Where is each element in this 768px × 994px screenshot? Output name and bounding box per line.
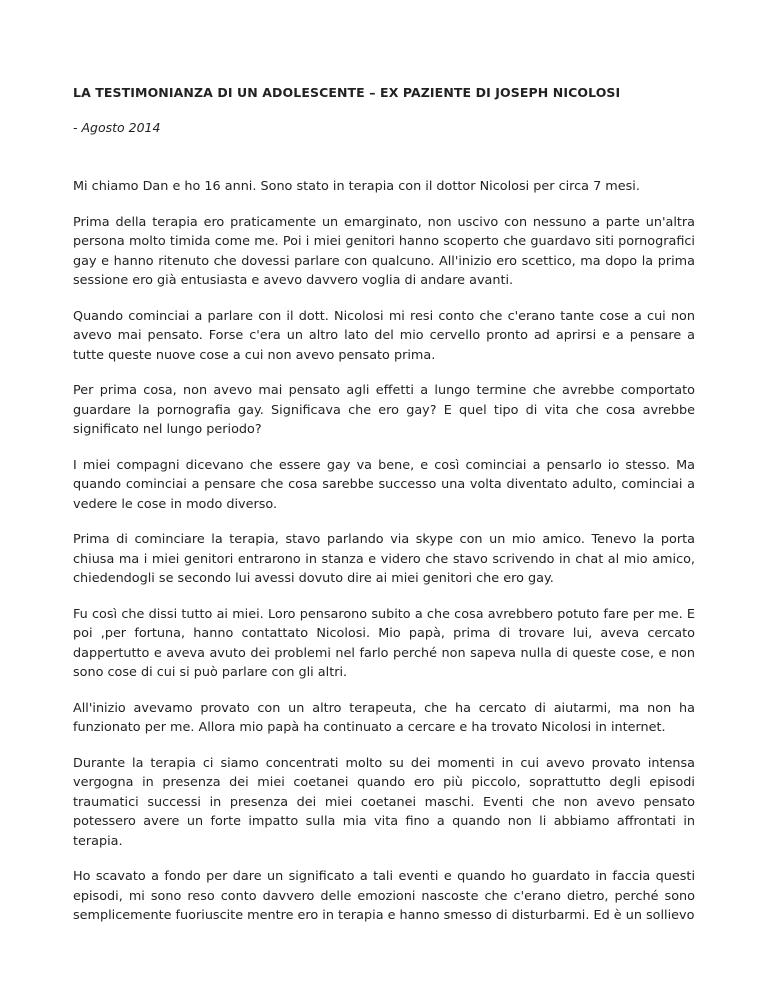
paragraph: Per prima cosa, non avevo mai pensato agli effetti a lungo termine che avrebbe comportato guardare la pornografia gay. Significava che ero gay? E quel tipo di vita che cosa avrebbe significato nel lungo periodo? xyxy=(73,383,695,437)
paragraph: Quando cominciai a parlare con il dott. Nicolosi mi resi conto che c'erano tante cose a cui non avevo mai pensato. Forse c'era un altro lato del mio cervello pronto ad aprirsi e a pensare a tutte queste nuove cose a cui non avevo pensato prima. xyxy=(73,308,695,363)
document-title: LA TESTIMONIANZA DI UN ADOLESCENTE – EX PAZIENTE DI JOSEPH NICOLOSI xyxy=(73,85,621,100)
paragraph: Fu così che dissi tutto ai miei. Loro pensarono subito a che cosa avrebbero potuto fare per me. E poi ,per fortuna, hanno contattato Nicolosi. Mio papà, prima di trovare lui, aveva cercato dappertutto e aveva avuto dei problemi nel farlo perché non sapeva nulla di queste cose, e non sono cose di cui si può parlare con gli altri. xyxy=(73,606,695,680)
paragraph: Mi chiamo Dan e ho 16 anni. Sono stato in terapia con il dottor Nicolosi per circa 7 mesi. xyxy=(73,179,640,194)
paragraph: All'inizio avevamo provato con un altro terapeuta, che ha cercato di aiutarmi, ma non ha funzionato per me. Allora mio papà ha continuato a cercare e ha trovato Nicolosi in internet. xyxy=(73,700,695,735)
paragraph: I miei compagni dicevano che essere gay va bene, e così cominciai a pensarlo io stesso. Ma quando cominciai a pensare che cosa sarebbe successo una volta diventato adulto, cominciai a vedere le cose in modo diverso. xyxy=(73,457,695,512)
document-date: - Agosto 2014 xyxy=(73,120,161,135)
paragraph: Ho scavato a fondo per dare un significato a tali eventi e quando ho guardato in faccia questi episodi, mi sono reso conto davvero delle emozioni nascoste che c'erano dietro, perché sono semplicemente fuoriuscite mentre ero in terapia e hanno smesso di disturbarmi. Ed è un sollievo xyxy=(73,869,695,923)
document-body xyxy=(73,177,695,942)
paragraph: Prima di cominciare la terapia, stavo parlando via skype con un mio amico. Tenevo la porta chiusa ma i miei genitori entrarono in stanza e videro che stavo scrivendo in chat al mio amico, chiedendogli se secondo lui avessi dovuto dire ai miei genitori che ero gay. xyxy=(73,532,695,586)
paragraph: Durante la terapia ci siamo concentrati molto su dei momenti in cui avevo provato intensa vergogna in presenza dei miei coetanei quando ero più piccolo, soprattutto degli episodi traumatici successi in presenza dei miei coetanei maschi. Eventi che non avevo pensato potessero avere un forte impatto sulla mia vita fino a quando non li abbiamo affrontati in terapia. xyxy=(73,755,695,849)
paragraph: Prima della terapia ero praticamente un emarginato, non uscivo con nessuno a parte un'altra persona molto timida come me. Poi i miei genitori hanno scoperto che guardavo siti pornografici gay e hanno ritenuto che dovessi parlare con qualcuno. All'inizio ero scettico, ma dopo la prima sessione ero già entusiasta e avevo davvero voglia di andare avanti. xyxy=(73,214,695,288)
